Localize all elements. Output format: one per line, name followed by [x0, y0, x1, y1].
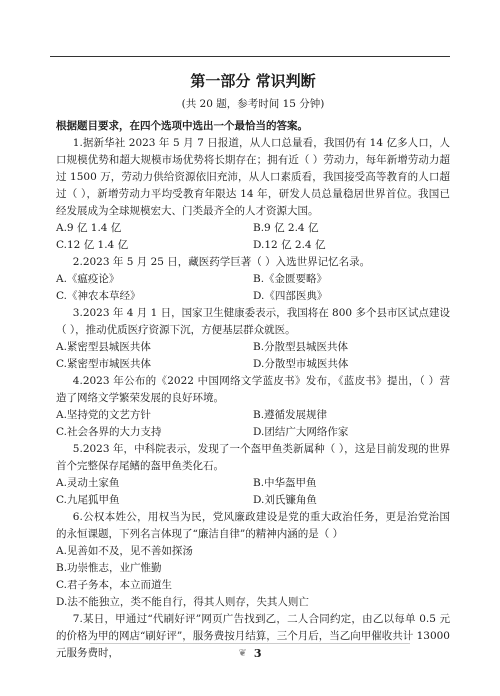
question-text: 1.据新华社 2023 年 5 月 7 日报道，从人口总量看，我国仍有 14 亿多人口，人口规模优势和超大规模市场优势将长期存在；拥有近（ ）劳动力，每年新增劳动力超过 1500 万，劳动力供给资源依旧充沛，从人口素质看，我国接受高等教育的人口超过（ ），新增劳动力平均受教育年限达 14 年，研发人员总量稳居世界首位。我国已经发展成为全球规模宏大、门类最齐全的人才资源大国。 [56, 137, 450, 217]
section-title: 第一部分 常识判断 [190, 72, 316, 90]
question-text: 5.2023 年，中科院表示，发现了一个盔甲鱼类新属种（ ），这是目前发现的世界首个完整保存尾鳍的盔甲鱼类化石。 [56, 443, 450, 472]
option-b: B.中华盔甲鱼 [253, 477, 317, 489]
option-d: D.团结广大网络作家 [253, 426, 349, 438]
instruction-text: 根据题目要求，在四个选项中选出一个最恰当的答案。 [56, 120, 308, 132]
option-a: A.坚持党的文艺方针 [56, 409, 151, 421]
option-a: A.见善如不及，见不善如探汤 [56, 545, 193, 557]
question-text: 3.2023 年 4 月 1 日，国家卫生健康委表示，我国将在 800 多个县市区试点建设（ ），推动优质医疗资源下沉，方便基层群众就医。 [56, 307, 450, 336]
question-text: 6.公权本姓公，用权当为民，党风廉政建设是党的重大政治任务，更是治党治国的永恒课题，下列名言体现了“廉洁自律”的精神内涵的是（ ） [56, 511, 450, 540]
option-d: D.12 亿 2.4 亿 [253, 239, 326, 251]
option-a: A.《瘟疫论》 [56, 273, 120, 285]
option-c: C.九尾狐甲鱼 [56, 494, 120, 506]
question-6 [56, 509, 450, 611]
question-text: 2.2023 年 5 月 25 日，藏医药学巨著（ ）入选世界记忆名录。 [72, 256, 371, 268]
option-d: D.刘氏镰角鱼 [253, 494, 317, 506]
option-c: C.紧密型市城医共体 [56, 358, 151, 370]
question-options [56, 475, 450, 509]
option-a: A.9 亿 1.4 亿 [56, 222, 122, 234]
question-options [56, 271, 450, 305]
page-footer [0, 643, 500, 662]
option-c: C.《神农本草经》 [56, 290, 141, 302]
question-3 [56, 305, 450, 373]
question-options [56, 407, 450, 441]
section-subtitle: (共 20 题，参考时间 15 分钟) [181, 98, 325, 110]
option-d: D.《四部医典》 [253, 290, 328, 302]
header-rule [50, 56, 450, 57]
option-c: C.社会各界的大力支持 [56, 426, 162, 438]
question-options [56, 220, 450, 254]
leaf-ornament-icon: ❦ [238, 648, 247, 659]
option-a: A.灵动土家鱼 [56, 477, 120, 489]
option-a: A.紧密型县城医共体 [56, 341, 151, 353]
question-1 [56, 135, 450, 254]
question-4 [56, 373, 450, 441]
option-c: C.君子务本，本立而道生 [56, 579, 172, 591]
option-b: B.《金匮要略》 [253, 273, 328, 285]
option-d: D.法不能独立，类不能自行，得其人则存，失其人则亡 [56, 596, 309, 608]
option-b: B.分散型县城医共体 [253, 341, 349, 353]
page-content [56, 70, 450, 662]
question-5 [56, 441, 450, 509]
option-b: B.功崇惟志，业广惟勤 [56, 562, 162, 574]
option-b: B.遵循发展规律 [253, 409, 328, 421]
page-number: 3 [253, 647, 262, 660]
question-text: 4.2023 年公布的《2022 中国网络文学蓝皮书》发布，《蓝皮书》提出，（ ）营造了网络文学繁荣发展的良好环境。 [56, 375, 450, 404]
question-2 [56, 254, 450, 305]
option-b: B.9 亿 2.4 亿 [253, 222, 319, 234]
question-options [56, 339, 450, 373]
option-c: C.12 亿 1.4 亿 [56, 239, 129, 251]
question-options [56, 543, 450, 611]
option-d: D.分散型市城医共体 [253, 358, 349, 370]
question-text: 7.某日，甲通过“代刷好评”网页广告找到乙，二人合同约定，由乙以每单 0.5 元的价格为甲的网店“刷好评”，服务费按月结算，三个月后，当乙向甲催收共计 13000 元服务费时， [56, 613, 450, 659]
